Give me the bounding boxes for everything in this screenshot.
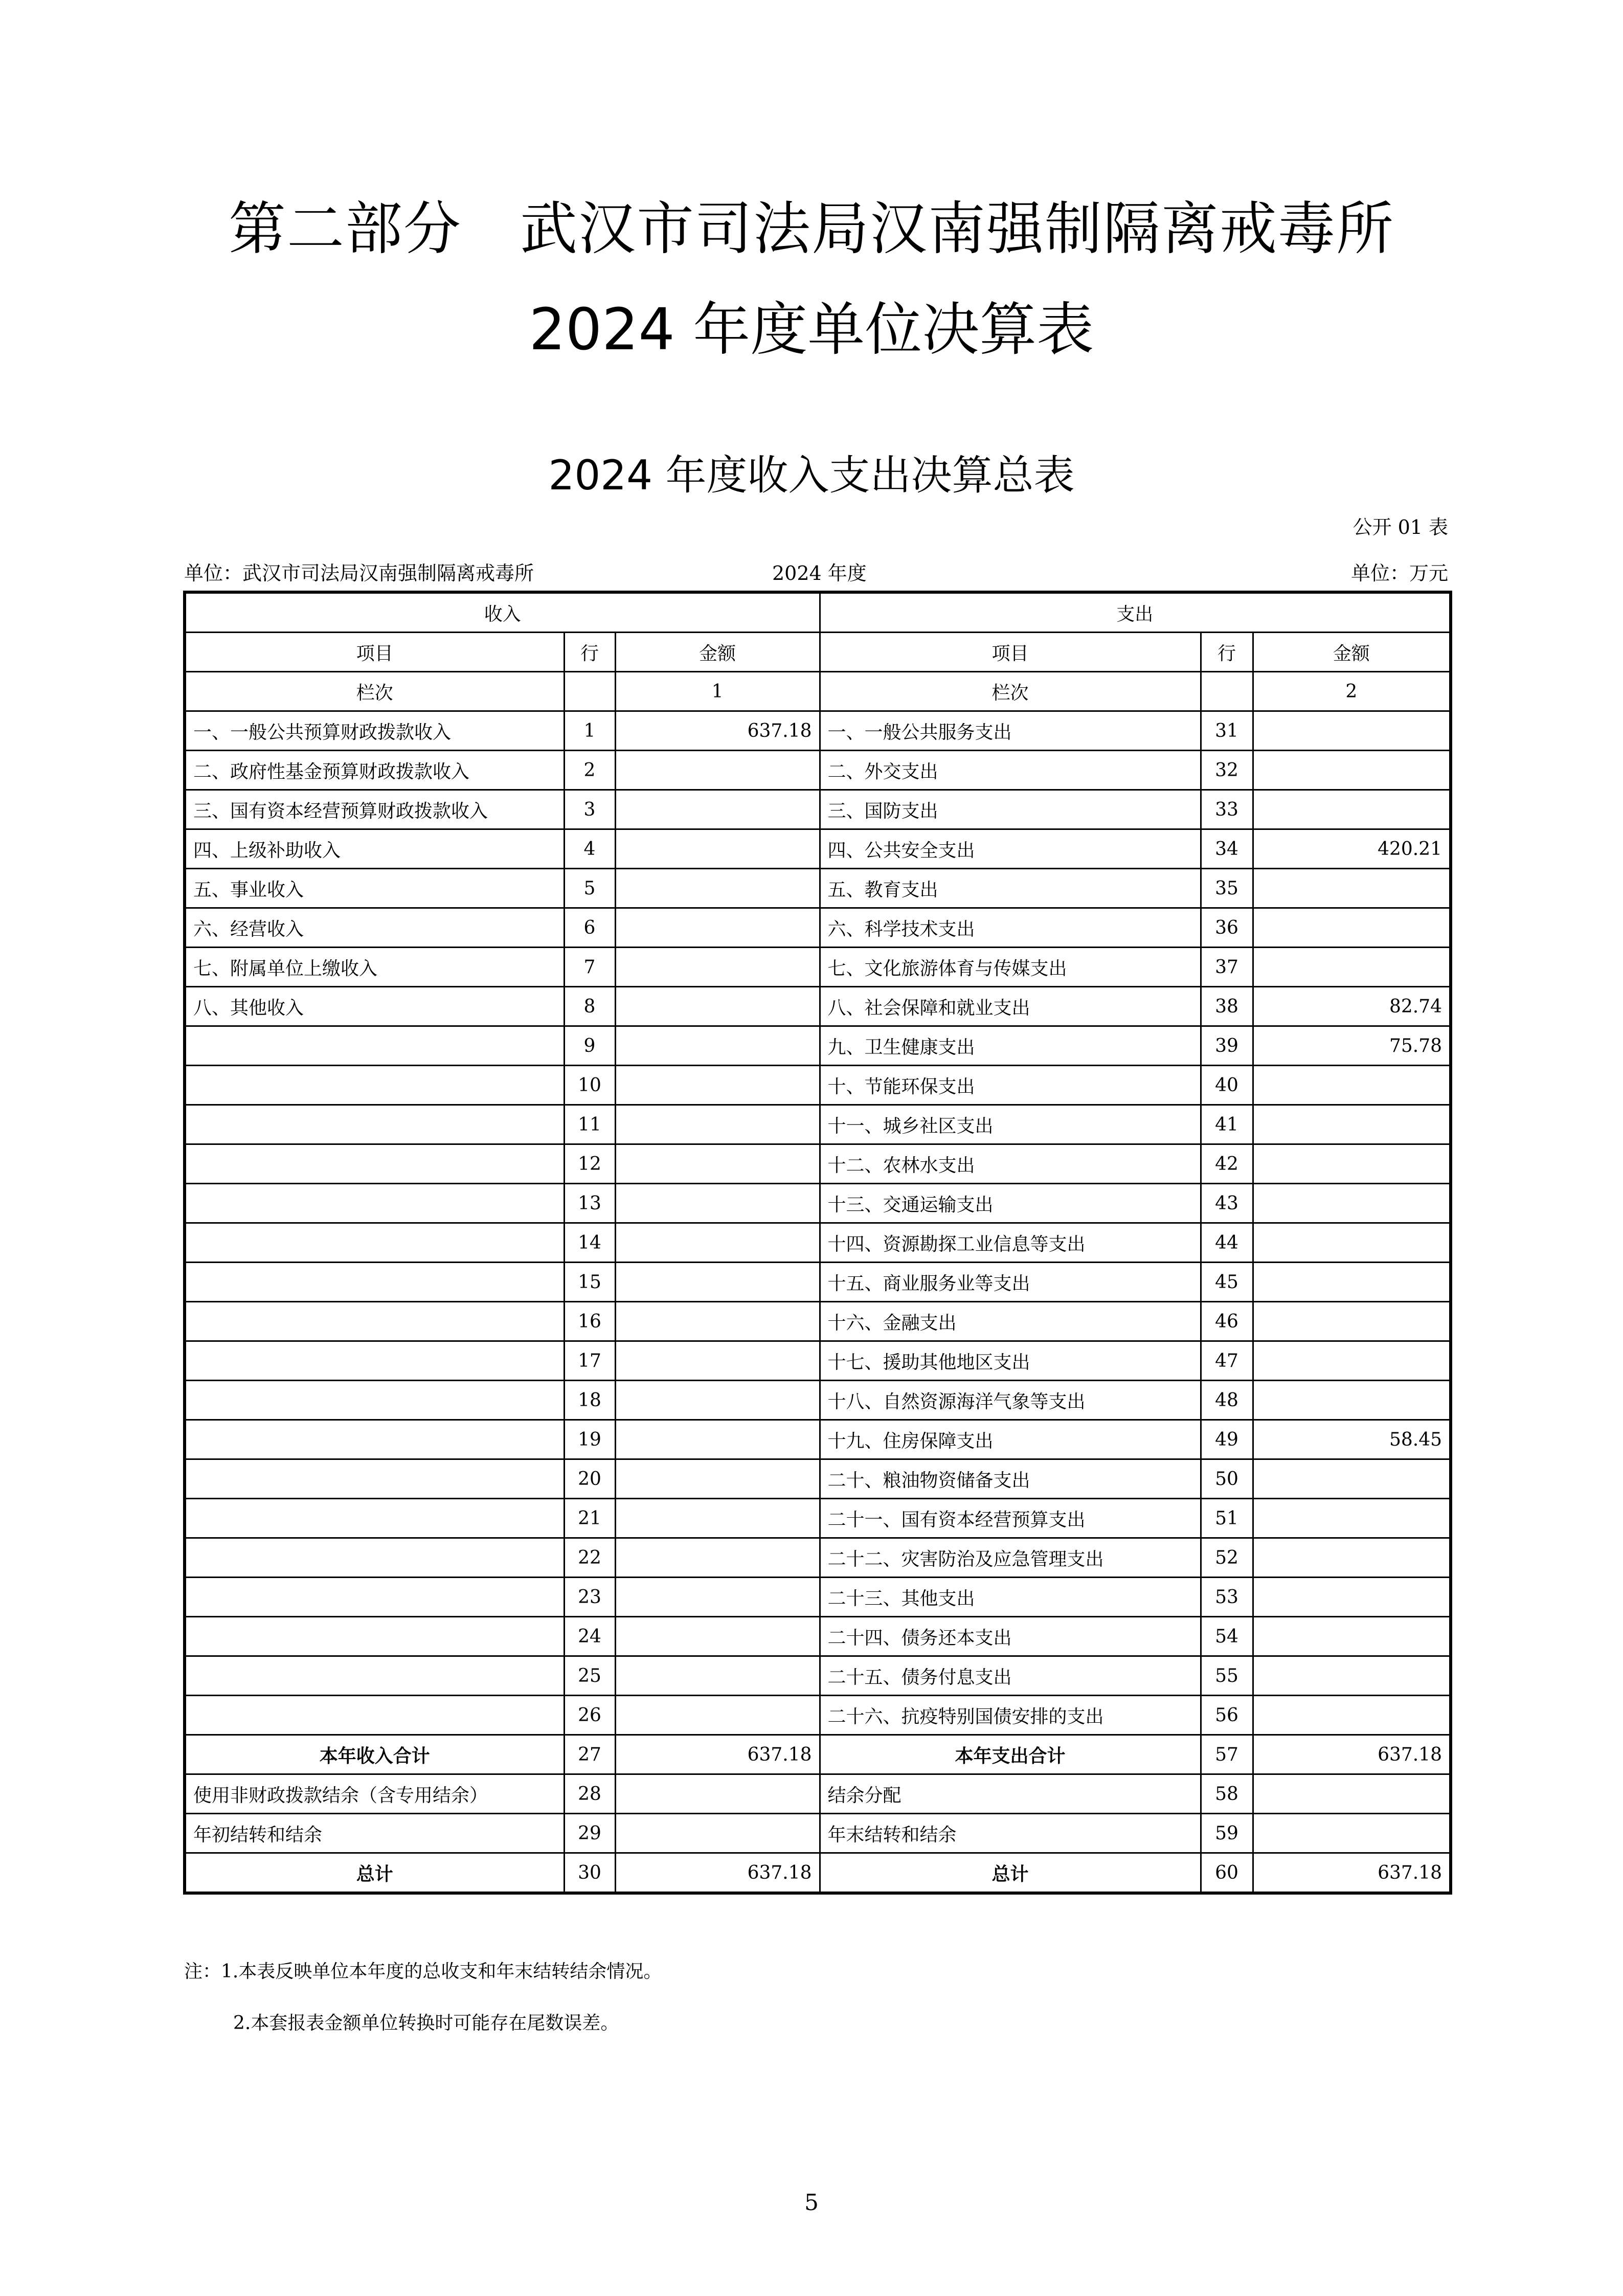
income-item: 总计 xyxy=(185,1853,564,1894)
table-row xyxy=(185,987,1451,1026)
table-row xyxy=(185,908,1451,948)
income-row-number: 12 xyxy=(564,1144,615,1184)
expense-amount xyxy=(1253,1617,1451,1656)
expense-index-value: 2 xyxy=(1253,672,1451,711)
expense-item: 年末结转和结余 xyxy=(820,1814,1201,1853)
income-amount xyxy=(615,1381,820,1420)
expense-item: 四、公共安全支出 xyxy=(820,829,1201,869)
expense-row-number: 40 xyxy=(1201,1066,1253,1105)
expense-item: 七、文化旅游体育与传媒支出 xyxy=(820,948,1201,987)
income-row-number: 30 xyxy=(564,1853,615,1894)
expense-amount xyxy=(1253,790,1451,829)
expense-item: 一、一般公共服务支出 xyxy=(820,711,1201,751)
income-amount xyxy=(615,1184,820,1223)
income-row-number: 1 xyxy=(564,711,615,751)
expense-amount: 420.21 xyxy=(1253,829,1451,869)
expense-amount xyxy=(1253,908,1451,948)
unit-name: 单位：武汉市司法局汉南强制隔离戒毒所 xyxy=(184,562,534,584)
income-item xyxy=(185,1538,564,1578)
income-item xyxy=(185,1341,564,1381)
income-row-number: 6 xyxy=(564,908,615,948)
table-row xyxy=(185,1184,1451,1223)
table-row xyxy=(185,751,1451,790)
expense-row-number: 57 xyxy=(1201,1735,1253,1774)
income-row-number: 25 xyxy=(564,1656,615,1696)
expense-header: 支出 xyxy=(820,592,1451,633)
income-item xyxy=(185,1105,564,1144)
expense-item: 二、外交支出 xyxy=(820,751,1201,790)
expense-row-number: 58 xyxy=(1201,1774,1253,1814)
table-row xyxy=(185,1578,1451,1617)
income-item xyxy=(185,1184,564,1223)
income-amount xyxy=(615,1538,820,1578)
column-header-row xyxy=(185,633,1451,672)
expense-amount: 82.74 xyxy=(1253,987,1451,1026)
expense-row-number: 36 xyxy=(1201,908,1253,948)
income-row-number: 17 xyxy=(564,1341,615,1381)
expense-row-number: 53 xyxy=(1201,1578,1253,1617)
income-row-number: 26 xyxy=(564,1696,615,1735)
expense-row-number: 45 xyxy=(1201,1263,1253,1302)
table-row xyxy=(185,1656,1451,1696)
income-amount xyxy=(615,1814,820,1853)
expense-item: 十二、农林水支出 xyxy=(820,1144,1201,1184)
income-amount xyxy=(615,1420,820,1459)
expense-row-number: 47 xyxy=(1201,1341,1253,1381)
expense-amount xyxy=(1253,1223,1451,1263)
expense-row-number: 31 xyxy=(1201,711,1253,751)
table-row xyxy=(185,1696,1451,1735)
expense-amount xyxy=(1253,1066,1451,1105)
expense-amount: 58.45 xyxy=(1253,1420,1451,1459)
expense-row-number: 59 xyxy=(1201,1814,1253,1853)
income-row-number: 13 xyxy=(564,1184,615,1223)
table-row xyxy=(185,829,1451,869)
expense-item: 二十五、债务付息支出 xyxy=(820,1656,1201,1696)
income-item: 年初结转和结余 xyxy=(185,1814,564,1853)
income-amount xyxy=(615,1774,820,1814)
expense-amount xyxy=(1253,751,1451,790)
expense-item: 二十一、国有资本经营预算支出 xyxy=(820,1499,1201,1538)
expense-amount xyxy=(1253,1578,1451,1617)
income-row-number: 3 xyxy=(564,790,615,829)
table-row xyxy=(185,1459,1451,1499)
income-amount xyxy=(615,751,820,790)
expense-item: 六、科学技术支出 xyxy=(820,908,1201,948)
income-item xyxy=(185,1302,564,1341)
income-row-number: 21 xyxy=(564,1499,615,1538)
income-amount: 637.18 xyxy=(615,711,820,751)
income-amount xyxy=(615,790,820,829)
balance-row xyxy=(185,1814,1451,1853)
expense-row-number: 32 xyxy=(1201,751,1253,790)
expense-amount xyxy=(1253,1105,1451,1144)
income-item: 二、政府性基金预算财政拨款收入 xyxy=(185,751,564,790)
income-amount xyxy=(615,1263,820,1302)
income-row-number: 20 xyxy=(564,1459,615,1499)
expense-amount xyxy=(1253,948,1451,987)
expense-amount xyxy=(1253,1538,1451,1578)
expense-row-number: 54 xyxy=(1201,1617,1253,1656)
income-item xyxy=(185,1656,564,1696)
income-amount xyxy=(615,1617,820,1656)
expense-item: 本年支出合计 xyxy=(820,1735,1201,1774)
expense-item: 二十四、债务还本支出 xyxy=(820,1617,1201,1656)
income-item xyxy=(185,1578,564,1617)
income-item xyxy=(185,1381,564,1420)
expense-row-number: 41 xyxy=(1201,1105,1253,1144)
expense-item: 二十二、灾害防治及应急管理支出 xyxy=(820,1538,1201,1578)
income-row-number: 7 xyxy=(564,948,615,987)
expense-row-number: 42 xyxy=(1201,1144,1253,1184)
income-item: 八、其他收入 xyxy=(185,987,564,1026)
income-item xyxy=(185,1420,564,1459)
income-amount xyxy=(615,1459,820,1499)
table-row xyxy=(185,1105,1451,1144)
expense-item: 二十、粮油物资储备支出 xyxy=(820,1459,1201,1499)
table-row xyxy=(185,711,1451,751)
expense-row-number: 52 xyxy=(1201,1538,1253,1578)
income-item xyxy=(185,1499,564,1538)
expense-row-number: 46 xyxy=(1201,1302,1253,1341)
income-row-number: 15 xyxy=(564,1263,615,1302)
income-amount xyxy=(615,1656,820,1696)
table-row xyxy=(185,1381,1451,1420)
expense-row-number: 39 xyxy=(1201,1026,1253,1066)
income-row-number: 8 xyxy=(564,987,615,1026)
document-title: 第二部分 武汉市司法局汉南强制隔离戒毒所 xyxy=(229,196,1394,262)
expense-item: 十一、城乡社区支出 xyxy=(820,1105,1201,1144)
expense-index-label: 栏次 xyxy=(820,672,1201,711)
table-row xyxy=(185,869,1451,908)
expense-amount: 75.78 xyxy=(1253,1026,1451,1066)
expense-row-number: 50 xyxy=(1201,1459,1253,1499)
income-item xyxy=(185,1026,564,1066)
income-row-number: 29 xyxy=(564,1814,615,1853)
table-row xyxy=(185,1617,1451,1656)
income-item: 使用非财政拨款结余（含专用结余） xyxy=(185,1774,564,1814)
income-row-number: 4 xyxy=(564,829,615,869)
table-row xyxy=(185,1302,1451,1341)
budget-summary-table xyxy=(183,591,1452,1895)
expense-item: 三、国防支出 xyxy=(820,790,1201,829)
expense-row-number: 60 xyxy=(1201,1853,1253,1894)
table-row xyxy=(185,1538,1451,1578)
income-amount xyxy=(615,1223,820,1263)
expense-item: 十、节能环保支出 xyxy=(820,1066,1201,1105)
income-item: 五、事业收入 xyxy=(185,869,564,908)
table-row xyxy=(185,1420,1451,1459)
balance-row xyxy=(185,1774,1451,1814)
income-amount xyxy=(615,1696,820,1735)
expense-row-number: 43 xyxy=(1201,1184,1253,1223)
expense-amount xyxy=(1253,1774,1451,1814)
income-item: 本年收入合计 xyxy=(185,1735,564,1774)
document-subtitle: 2024 年度单位决算表 xyxy=(529,297,1094,363)
income-amount xyxy=(615,1066,820,1105)
expense-row-number: 33 xyxy=(1201,790,1253,829)
income-row-number: 5 xyxy=(564,869,615,908)
currency-unit: 单位：万元 xyxy=(1350,562,1448,584)
table-row xyxy=(185,1066,1451,1105)
income-col-row: 行 xyxy=(564,633,615,672)
income-item: 三、国有资本经营预算财政拨款收入 xyxy=(185,790,564,829)
expense-amount xyxy=(1253,1263,1451,1302)
income-item: 一、一般公共预算财政拨款收入 xyxy=(185,711,564,751)
note-1: 注：1.本表反映单位本年度的总收支和年末结转结余情况。 xyxy=(184,1961,662,1982)
income-row-number: 16 xyxy=(564,1302,615,1341)
expense-row-number: 37 xyxy=(1201,948,1253,987)
table-title: 2024 年度收入支出决算总表 xyxy=(548,452,1075,499)
income-amount xyxy=(615,869,820,908)
expense-amount xyxy=(1253,1814,1451,1853)
income-row-number: 27 xyxy=(564,1735,615,1774)
expense-col-row: 行 xyxy=(1201,633,1253,672)
table-row xyxy=(185,790,1451,829)
income-col-item: 项目 xyxy=(185,633,564,672)
table-row xyxy=(185,1026,1451,1066)
income-row-number: 24 xyxy=(564,1617,615,1656)
table-row xyxy=(185,1341,1451,1381)
income-col-amount: 金额 xyxy=(615,633,820,672)
expense-row-number: 48 xyxy=(1201,1381,1253,1420)
income-item xyxy=(185,1066,564,1105)
expense-item: 十三、交通运输支出 xyxy=(820,1184,1201,1223)
income-index-label: 栏次 xyxy=(185,672,564,711)
table-row xyxy=(185,1263,1451,1302)
expense-item: 九、卫生健康支出 xyxy=(820,1026,1201,1066)
income-amount: 637.18 xyxy=(615,1735,820,1774)
income-row-number: 2 xyxy=(564,751,615,790)
expense-row-number: 55 xyxy=(1201,1656,1253,1696)
income-amount: 637.18 xyxy=(615,1853,820,1894)
income-row-number: 11 xyxy=(564,1105,615,1144)
income-header: 收入 xyxy=(185,592,820,633)
income-item xyxy=(185,1459,564,1499)
income-row-number: 18 xyxy=(564,1381,615,1420)
income-amount xyxy=(615,1341,820,1381)
expense-item: 五、教育支出 xyxy=(820,869,1201,908)
income-index-blank xyxy=(564,672,615,711)
expense-item: 十四、资源勘探工业信息等支出 xyxy=(820,1223,1201,1263)
table-row xyxy=(185,1499,1451,1538)
expense-item: 十八、自然资源海洋气象等支出 xyxy=(820,1381,1201,1420)
expense-item: 二十三、其他支出 xyxy=(820,1578,1201,1617)
expense-item: 十五、商业服务业等支出 xyxy=(820,1263,1201,1302)
income-item xyxy=(185,1223,564,1263)
form-tag: 公开 01 表 xyxy=(1352,516,1448,538)
expense-amount xyxy=(1253,1499,1451,1538)
table-row xyxy=(185,1144,1451,1184)
page-number: 5 xyxy=(804,2190,819,2216)
expense-amount xyxy=(1253,1696,1451,1735)
expense-item: 十九、住房保障支出 xyxy=(820,1420,1201,1459)
section-header-row xyxy=(185,592,1451,633)
expense-row-number: 35 xyxy=(1201,869,1253,908)
column-index-row xyxy=(185,672,1451,711)
income-amount xyxy=(615,948,820,987)
expense-col-amount: 金额 xyxy=(1253,633,1451,672)
income-amount xyxy=(615,1144,820,1184)
income-amount xyxy=(615,829,820,869)
expense-amount xyxy=(1253,1184,1451,1223)
expense-row-number: 44 xyxy=(1201,1223,1253,1263)
total-row xyxy=(185,1853,1451,1894)
expense-amount: 637.18 xyxy=(1253,1735,1451,1774)
income-row-number: 22 xyxy=(564,1538,615,1578)
expense-amount xyxy=(1253,711,1451,751)
income-row-number: 9 xyxy=(564,1026,615,1066)
subtotal-row xyxy=(185,1735,1451,1774)
income-amount xyxy=(615,1026,820,1066)
expense-amount xyxy=(1253,1302,1451,1341)
expense-row-number: 34 xyxy=(1201,829,1253,869)
expense-col-item: 项目 xyxy=(820,633,1201,672)
expense-amount xyxy=(1253,1341,1451,1381)
expense-item: 十七、援助其他地区支出 xyxy=(820,1341,1201,1381)
expense-amount xyxy=(1253,1144,1451,1184)
income-item xyxy=(185,1617,564,1656)
note-2: 2.本套报表金额单位转换时可能存在尾数误差。 xyxy=(233,2013,619,2034)
income-amount xyxy=(615,908,820,948)
expense-amount xyxy=(1253,869,1451,908)
income-item: 七、附属单位上缴收入 xyxy=(185,948,564,987)
income-amount xyxy=(615,1302,820,1341)
fiscal-year: 2024 年度 xyxy=(772,562,867,584)
income-item: 六、经营收入 xyxy=(185,908,564,948)
expense-row-number: 38 xyxy=(1201,987,1253,1026)
income-row-number: 23 xyxy=(564,1578,615,1617)
income-row-number: 28 xyxy=(564,1774,615,1814)
income-amount xyxy=(615,1105,820,1144)
income-item: 四、上级补助收入 xyxy=(185,829,564,869)
income-amount xyxy=(615,987,820,1026)
expense-index-blank xyxy=(1201,672,1253,711)
expense-item: 八、社会保障和就业支出 xyxy=(820,987,1201,1026)
income-item xyxy=(185,1696,564,1735)
table-row xyxy=(185,948,1451,987)
expense-amount: 637.18 xyxy=(1253,1853,1451,1894)
income-item xyxy=(185,1144,564,1184)
expense-item: 二十六、抗疫特别国债安排的支出 xyxy=(820,1696,1201,1735)
income-row-number: 14 xyxy=(564,1223,615,1263)
expense-row-number: 56 xyxy=(1201,1696,1253,1735)
expense-row-number: 51 xyxy=(1201,1499,1253,1538)
income-amount xyxy=(615,1499,820,1538)
expense-amount xyxy=(1253,1381,1451,1420)
expense-item: 总计 xyxy=(820,1853,1201,1894)
income-row-number: 19 xyxy=(564,1420,615,1459)
expense-amount xyxy=(1253,1459,1451,1499)
income-amount xyxy=(615,1578,820,1617)
income-row-number: 10 xyxy=(564,1066,615,1105)
income-index-value: 1 xyxy=(615,672,820,711)
income-item xyxy=(185,1263,564,1302)
expense-amount xyxy=(1253,1656,1451,1696)
expense-row-number: 49 xyxy=(1201,1420,1253,1459)
expense-item: 结余分配 xyxy=(820,1774,1201,1814)
table-row xyxy=(185,1223,1451,1263)
expense-item: 十六、金融支出 xyxy=(820,1302,1201,1341)
